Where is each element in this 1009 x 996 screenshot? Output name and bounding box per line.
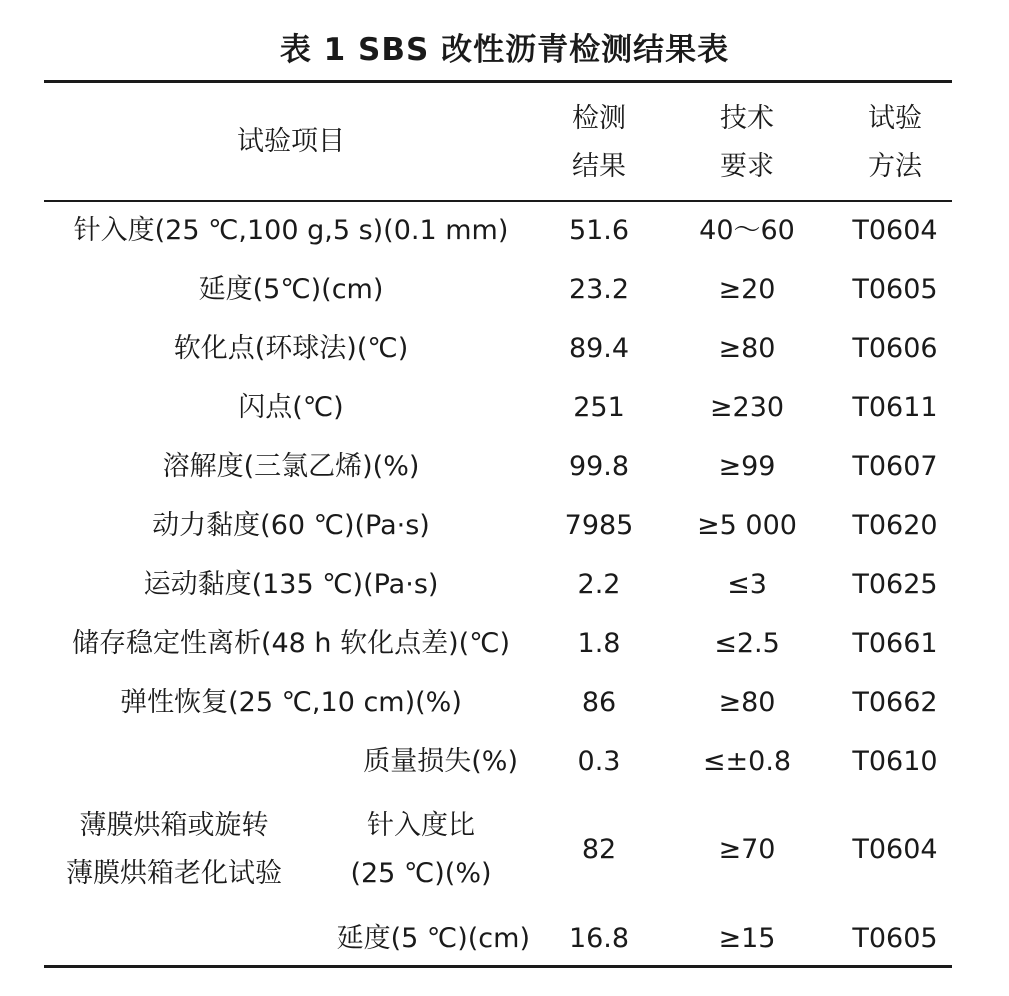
group-row-item-line1: 针入度比 xyxy=(367,810,475,841)
group-row-result: 16.8 xyxy=(568,923,630,954)
table-row-method: T0607 xyxy=(852,451,938,482)
group-row-result: 82 xyxy=(581,834,617,865)
group-row-method: T0610 xyxy=(852,746,938,777)
group-label-line2: 薄膜烘箱老化试验 xyxy=(66,858,282,889)
group-row-method: T0605 xyxy=(852,923,938,954)
table-row-requirement: ≥230 xyxy=(709,392,785,423)
table-title: 表 1 SBS 改性沥青检测结果表 xyxy=(279,32,730,68)
table-row-item: 储存稳定性离析(48 h 软化点差)(℃) xyxy=(71,628,511,659)
table-row-requirement: ≥99 xyxy=(718,451,776,482)
group-row-requirement: ≥15 xyxy=(718,923,776,954)
table-row-method: T0611 xyxy=(852,392,938,423)
bottom-rule xyxy=(44,965,952,968)
group-row-result: 0.3 xyxy=(577,746,621,777)
table-row-requirement: ≤3 xyxy=(727,569,767,600)
table-row-result: 51.6 xyxy=(568,215,630,246)
table-row-result: 99.8 xyxy=(568,451,630,482)
header-result-line2: 结果 xyxy=(572,151,626,182)
table-row-item: 针入度(25 ℃,100 g,5 s)(0.1 mm) xyxy=(73,215,509,246)
table-row-item: 延度(5℃)(cm) xyxy=(198,274,384,305)
table-row-result: 2.2 xyxy=(577,569,621,600)
table-row-method: T0662 xyxy=(852,687,938,718)
table-row-item: 运动黏度(135 ℃)(Pa·s) xyxy=(143,569,439,600)
header-result-line1: 检测 xyxy=(572,103,626,134)
table-row-result: 89.4 xyxy=(568,333,630,364)
table-row-result: 23.2 xyxy=(568,274,630,305)
table-row-requirement: ≥5 000 xyxy=(697,510,797,541)
table-row-result: 7985 xyxy=(564,510,634,541)
group-row-method: T0604 xyxy=(852,834,938,865)
header-requirement-line1: 技术 xyxy=(720,103,774,134)
table-row-method: T0620 xyxy=(852,510,938,541)
table-row-item: 闪点(℃) xyxy=(238,392,344,423)
header-rule xyxy=(44,200,952,202)
table-row-method: T0604 xyxy=(852,215,938,246)
top-rule xyxy=(44,80,952,83)
table-row-item: 动力黏度(60 ℃)(Pa·s) xyxy=(152,510,430,541)
table-row-requirement: ≥80 xyxy=(718,687,776,718)
table-row-result: 1.8 xyxy=(577,628,621,659)
table-row-method: T0606 xyxy=(852,333,938,364)
table-row-requirement: ≥80 xyxy=(718,333,776,364)
group-row-requirement: ≤±0.8 xyxy=(702,746,792,777)
table-row-item: 弹性恢复(25 ℃,10 cm)(%) xyxy=(120,687,462,718)
table-row-requirement: ≤2.5 xyxy=(714,628,780,659)
table-row-method: T0605 xyxy=(852,274,938,305)
header-method-line2: 方法 xyxy=(868,151,922,182)
header-item: 试验项目 xyxy=(237,126,345,157)
table-row-result: 251 xyxy=(573,392,625,423)
header-requirement-line2: 要求 xyxy=(720,151,774,182)
table-row-result: 86 xyxy=(581,687,617,718)
table-row-method: T0625 xyxy=(852,569,938,600)
group-row-item-line2: (25 ℃)(%) xyxy=(350,858,492,889)
table-row-requirement: ≥20 xyxy=(718,274,776,305)
group-label-line1: 薄膜烘箱或旋转 xyxy=(79,810,269,841)
table-row-item: 溶解度(三氯乙烯)(%) xyxy=(162,451,420,482)
group-row-requirement: ≥70 xyxy=(718,834,776,865)
table-row-requirement: 40～60 xyxy=(699,215,795,246)
table-row-method: T0661 xyxy=(852,628,938,659)
header-method-line1: 试验 xyxy=(868,103,922,134)
group-row-item: 延度(5 ℃)(cm) xyxy=(336,923,530,954)
group-row-item: 质量损失(%) xyxy=(363,746,518,777)
table-row-item: 软化点(环球法)(℃) xyxy=(173,333,409,364)
